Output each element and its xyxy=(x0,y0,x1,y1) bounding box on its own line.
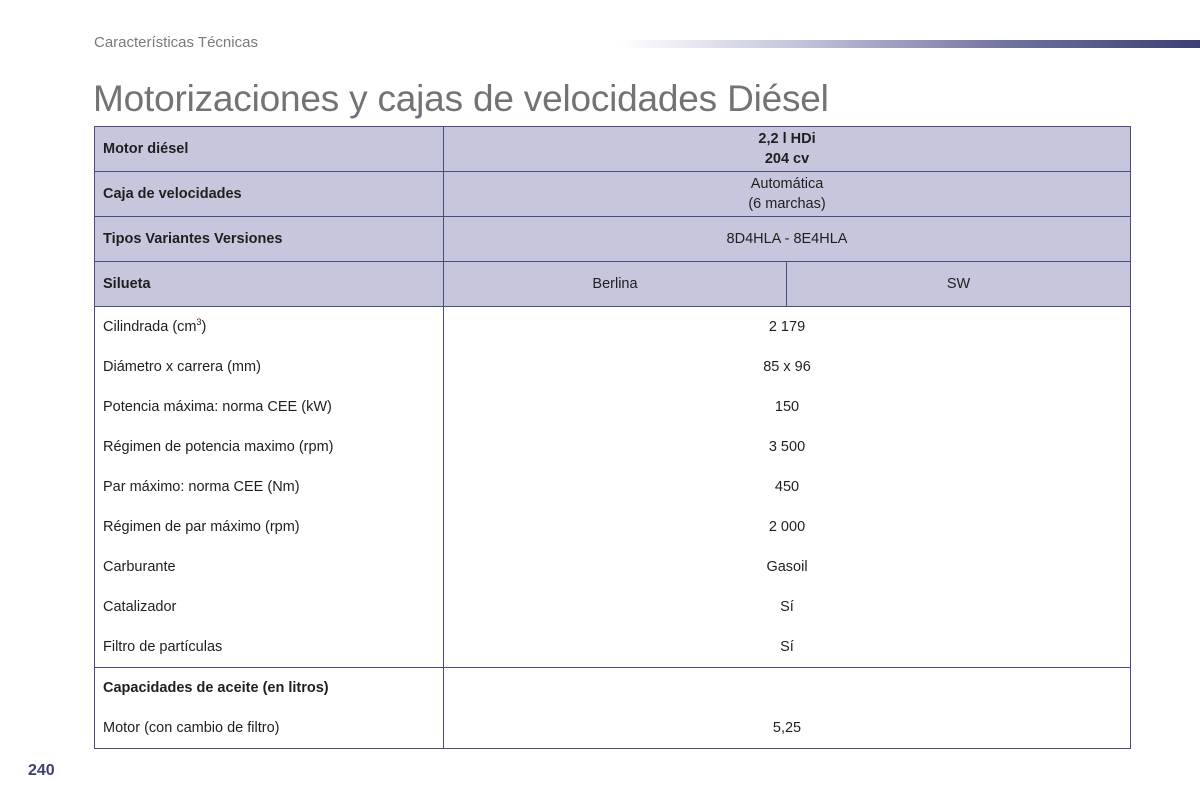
spec-label: Cilindrada $(cm^3)$ xyxy=(95,307,444,348)
spec-row xyxy=(95,627,1131,668)
body-berlina: Berlina xyxy=(444,262,787,307)
engine-displacement: 2,2 l HDi xyxy=(758,131,816,147)
page-title: Motorizaciones y cajas de velocidades Diésel xyxy=(93,78,829,119)
spec-row xyxy=(95,387,1131,427)
spec-row xyxy=(95,507,1131,547)
variants-row xyxy=(95,217,1131,262)
oil-heading-blank xyxy=(444,668,1131,709)
section-label: Características Técnicas xyxy=(94,34,258,51)
oil-value: 5,25 xyxy=(444,708,1131,749)
gearbox-gears: (6 marchas) xyxy=(748,196,826,212)
gearbox-value xyxy=(444,172,1131,217)
spec-row xyxy=(95,467,1131,507)
body-row xyxy=(95,262,1131,307)
oil-heading-row xyxy=(95,668,1131,709)
spec-row xyxy=(95,347,1131,387)
spec-value: 2 179 xyxy=(444,307,1131,348)
spec-value: 450 xyxy=(444,467,1131,507)
engine-value xyxy=(444,127,1131,172)
variants-label: Tipos Variantes Versiones xyxy=(95,217,444,262)
spec-row xyxy=(95,587,1131,627)
engine-power: 204 cv xyxy=(764,151,810,167)
oil-label: Motor (con cambio de filtro) xyxy=(95,708,444,749)
oil-heading: Capacidades de aceite (en litros) xyxy=(95,668,444,709)
spec-label: Régimen de potencia maximo (rpm) xyxy=(95,427,444,467)
spec-label: Par máximo: norma CEE (Nm) xyxy=(95,467,444,507)
body-sw: SW xyxy=(787,262,1131,307)
spec-value: Sí xyxy=(444,587,1131,627)
spec-value: 150 xyxy=(444,387,1131,427)
specs-table xyxy=(94,126,1131,749)
gearbox-row xyxy=(95,172,1131,217)
page-number: 240 xyxy=(28,762,55,779)
spec-label: Filtro de partículas xyxy=(95,627,444,668)
variants-value: 8D4HLA - 8E4HLA xyxy=(444,217,1131,262)
engine-row xyxy=(95,127,1131,172)
spec-label: Régimen de par máximo (rpm) xyxy=(95,507,444,547)
spec-value: 3 500 xyxy=(444,427,1131,467)
header-decoration-bar xyxy=(620,40,1200,48)
spec-label: Catalizador xyxy=(95,587,444,627)
spec-row xyxy=(95,427,1131,467)
spec-value: Sí xyxy=(444,627,1131,668)
spec-value: 2 000 xyxy=(444,507,1131,547)
oil-row xyxy=(95,708,1131,749)
engine-label: Motor diésel xyxy=(95,127,444,172)
spec-value: 85 x 96 xyxy=(444,347,1131,387)
spec-label: Potencia máxima: norma CEE (kW) xyxy=(95,387,444,427)
body-label: Silueta xyxy=(95,262,444,307)
gearbox-label: Caja de velocidades xyxy=(95,172,444,217)
spec-label: Carburante xyxy=(95,547,444,587)
spec-value: Gasoil xyxy=(444,547,1131,587)
spec-row xyxy=(95,547,1131,587)
gearbox-type: Automática xyxy=(750,176,824,192)
spec-row xyxy=(95,307,1131,348)
spec-label: Diámetro x carrera (mm) xyxy=(95,347,444,387)
